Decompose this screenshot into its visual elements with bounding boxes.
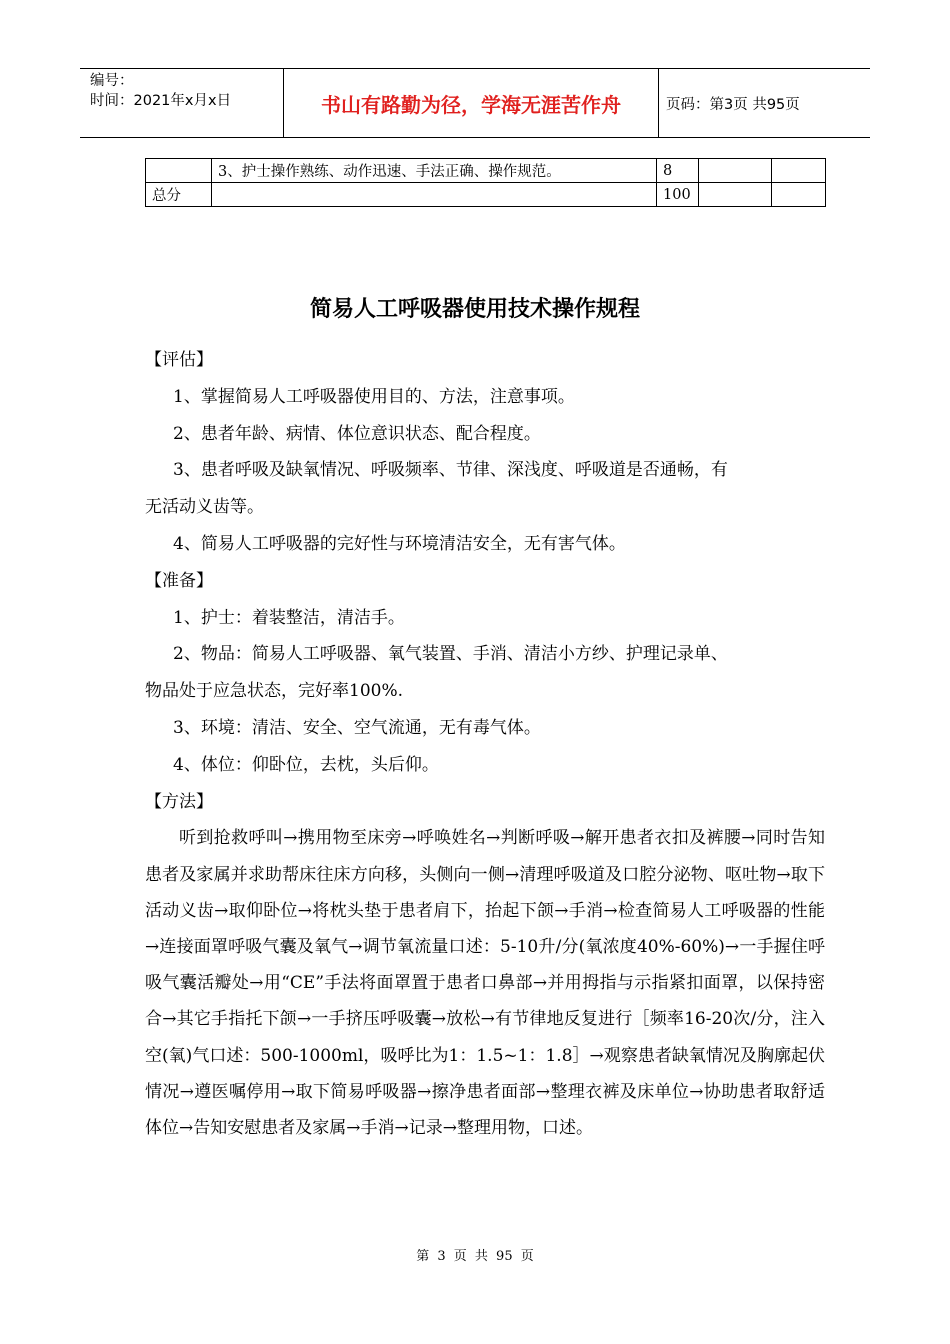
section-heading-prepare: 【准备】	[145, 570, 213, 591]
assess-item-continued: 无活动义齿等。	[145, 497, 264, 518]
header-meta	[80, 69, 283, 137]
table-cell: 100	[657, 183, 699, 207]
header-motto: 书山有路勤为径，学海无涯苦作舟	[283, 69, 659, 137]
table-cell	[772, 183, 826, 207]
assess-item: 3、患者呼吸及缺氧情况、呼吸频率、节律、深浅度、呼吸道是否通畅，有	[173, 460, 728, 481]
table-cell	[772, 159, 826, 183]
assess-item: 1、掌握简易人工呼吸器使用目的、方法，注意事项。	[173, 386, 575, 407]
page-header	[80, 68, 870, 138]
prepare-item: 2、物品：简易人工呼吸器、氧气装置、手消、清洁小方纱、护理记录单、	[173, 644, 728, 665]
section-heading-method: 【方法】	[145, 791, 213, 812]
table-row	[146, 183, 826, 207]
table-cell	[699, 159, 772, 183]
prepare-item: 4、体位：仰卧位，去枕，头后仰。	[173, 754, 439, 775]
doc-number-label: 编号：	[90, 73, 134, 89]
prepare-item: 1、护士：着装整洁，清洁手。	[173, 607, 405, 628]
prepare-item-continued: 物品处于应急状态，完好率100%.	[145, 681, 404, 702]
page-footer: 第 3 页 共 95 页	[416, 1249, 534, 1264]
prepare-item: 3、环境：清洁、安全、空气流通，无有毒气体。	[173, 717, 541, 738]
header-page-info: 页码：第3页 共95页	[666, 96, 800, 113]
section-heading-assess: 【评估】	[145, 350, 213, 370]
table-cell: 总分	[146, 183, 212, 207]
document-body	[145, 342, 825, 1146]
assess-item: 4、简易人工呼吸器的完好性与环境清洁安全，无有害气体。	[173, 533, 626, 554]
table-cell: 8	[657, 159, 699, 183]
table-cell	[212, 183, 657, 207]
table-row	[146, 159, 826, 183]
score-table	[145, 158, 826, 207]
table-cell: 3、护士操作熟练、动作迅速、手法正确、操作规范。	[212, 159, 657, 183]
document-title: 简易人工呼吸器使用技术操作规程	[309, 297, 640, 322]
method-paragraph: 听到抢救呼叫→携用物至床旁→呼唤姓名→判断呼吸→解开患者衣扣及裤腰→同时告知患者及家属并求助帮床往床方向移，头侧向一侧→清理呼吸道及口腔分泌物、呕吐物→取下活动义齿→取仰卧位→将枕头垫于患者肩下，抬起下颌→手消→检查简易人工呼吸器的性能→连接面罩呼吸气囊及氧气→调节氧流量口述：5-10升/分(氧浓度40%-60%)→一手握住呼吸气囊活瓣处→用“CE”手法将面罩置于患者口鼻部→并用拇指与示指紧扣面罩，以保持密合→其它手指托下颌→一手挤压呼吸囊→放松→有节律地反复进行［频率16-20次/分，注入空(氧)气口述：500-1000ml，吸呼比为1：1.5~1：1.8］→观察患者缺氧情况及胸廓起伏情况→遵医嘱停用→取下简易呼吸器→擦净患者面部→整理衣裤及床单位→协助患者取舒适体位→告知安慰患者及家属→手消→记录→整理用物，口述。	[145, 828, 825, 1138]
doc-date: 时间：2021年x月x日	[90, 93, 232, 109]
table-cell	[146, 159, 212, 183]
table-cell	[699, 183, 772, 207]
assess-item: 2、患者年龄、病情、体位意识状态、配合程度。	[173, 423, 541, 444]
